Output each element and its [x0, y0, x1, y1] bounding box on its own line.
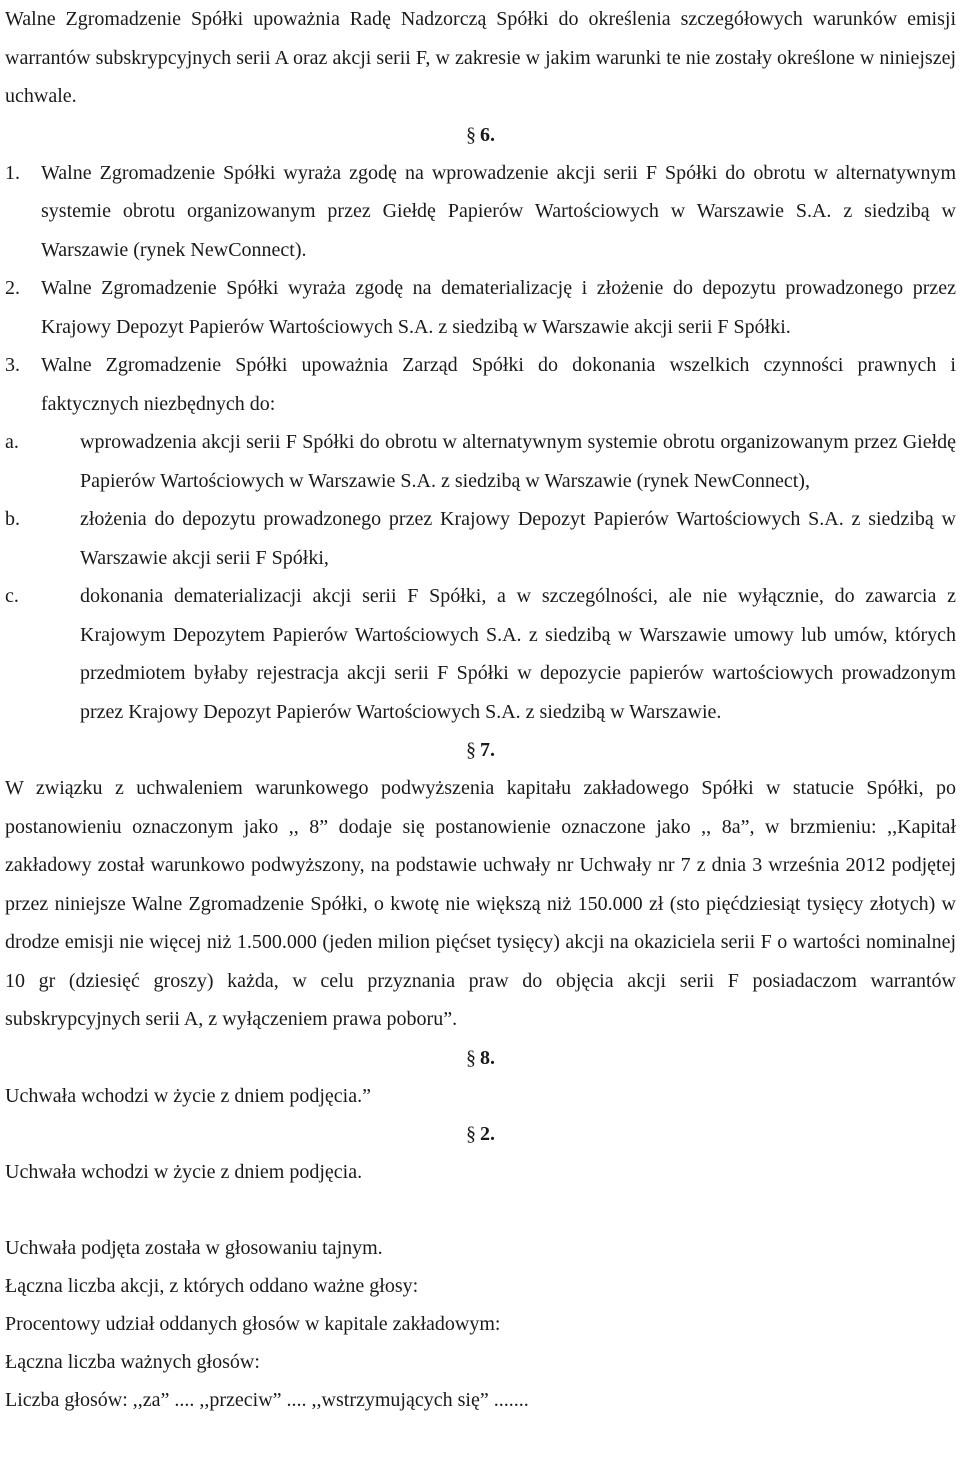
voting-line-3: Procentowy udział oddanych głosów w kapitale zakładowym:: [5, 1312, 501, 1335]
item-number: 1.: [5, 161, 20, 184]
sub-item-letter: b.: [5, 508, 20, 530]
voting-line-2: Łączna liczba akcji, z których oddano ważne głosy:: [5, 1274, 419, 1297]
section-7-heading: [5, 731, 956, 769]
voting-line-1: Uchwała podjęta została w głosowaniu tajnym.: [5, 1236, 383, 1259]
intro-paragraph: Walne Zgromadzenie Spółki upoważnia Radę Nadzorczą Spółki do określenia szczegółowych warunków emisji warrantów subskrypcyjnych serii A oraz akcji serii F, w zakresie w jakim warunki te nie zostały określone w niniejszej uchwale.: [5, 8, 956, 107]
section-number: 8.: [480, 1046, 495, 1069]
list-item: [5, 346, 956, 423]
item-text: Walne Zgromadzenie Spółki wyraża zgodę na wprowadzenie akcji serii F Spółki do obrotu w alternatywnym systemie obrotu organizowanym przez Giełdę Papierów Wartościowych w Warszawie S.A. z siedzibą w Warszawie (rynek NewConnect).: [41, 161, 956, 261]
section-6-heading: [5, 116, 956, 154]
section-7-paragraph: W związku z uchwaleniem warunkowego podwyższenia kapitału zakładowego Spółki w statucie Spółki, po postanowieniu oznaczonym jako ,, 8” dodaje się postanowienie oznaczone jako ,, 8a”, w brzmieniu: ,,Kapitał zakładowy został warunkowo podwyższony, na podstawie uchwały nr Uchwały nr 7 z dnia 3 września 2012 podjętej przez niniejsze Walne Zgromadzenie Spółki, o kwotę nie większą niż 150.000 zł (sto pięćdziesiąt tysięcy złotych) w drodze emisji nie więcej niż 1.500.000 (jeden milion pięćset tysięcy) akcji na okaziciela serii F o wartości nominalnej 10 gr (dziesięć groszy) każda, w celu przyznania praw do objęcia akcji serii F posiadaczom warrantów subskrypcyjnych serii A, z wyłączeniem prawa poboru”.: [5, 777, 956, 1030]
section-sign: §: [466, 123, 476, 146]
voting-line-4: Łączna liczba ważnych głosów:: [5, 1350, 260, 1373]
section-number: 2.: [480, 1122, 495, 1145]
sub-item-text: wprowadzenia akcji serii F Spółki do obrotu w alternatywnym systemie obrotu organizowanym przez Giełdę Papierów Wartościowych w Warszawie S.A. z siedzibą w Warszawie (rynek NewConnect),: [80, 431, 956, 492]
sub-list-item: [5, 423, 956, 500]
sub-item-text: dokonania dematerializacji akcji serii F Spółki, a w szczególności, ale nie wyłącznie, do zawarcia z Krajowym Depozytem Papierów Wartościowych S.A. z siedzibą w Warszawie umowy lub umów, których przedmiotem byłaby rejestracja akcji serii F Spółki w depozycie papierów wartościowych prowadzonym przez Krajowy Depozyt Papierów Wartościowych S.A. z siedzibą w Warszawie.: [80, 585, 956, 723]
sub-item-text: złożenia do depozytu prowadzonego przez Krajowy Depozyt Papierów Wartościowych S.A. z siedzibą w Warszawie akcji serii F Spółki,: [80, 508, 956, 569]
sub-list-item: [5, 577, 956, 731]
item-text: Walne Zgromadzenie Spółki wyraża zgodę na dematerializację i złożenie do depozytu prowadzonego przez Krajowy Depozyt Papierów Wartościowych S.A. z siedzibą w Warszawie akcji serii F Spółki.: [41, 277, 956, 338]
section-2-heading: [5, 1115, 956, 1153]
spacer: [5, 1191, 956, 1229]
section-sign: §: [466, 739, 476, 761]
list-item: [5, 269, 956, 346]
sub-item-letter: c.: [5, 585, 19, 607]
section-number: 6.: [480, 123, 495, 146]
document-page: [5, 0, 956, 1419]
item-text: Walne Zgromadzenie Spółki upoważnia Zarząd Spółki do dokonania wszelkich czynności prawnych i faktycznych niezbędnych do:: [41, 354, 956, 415]
section-number: 7.: [480, 739, 495, 761]
section-8-heading: [5, 1039, 956, 1077]
section-sign: §: [466, 1046, 476, 1069]
sub-list-item: [5, 500, 956, 577]
section-sign: §: [466, 1122, 476, 1145]
section-8-text: Uchwała wchodzi w życie z dniem podjęcia.”: [5, 1084, 371, 1107]
section-2-text: Uchwała wchodzi w życie z dniem podjęcia.: [5, 1160, 363, 1183]
item-number: 2.: [5, 277, 20, 299]
voting-line-5: Liczba głosów: ,,za” .... ,,przeciw” .... ,,wstrzymujących się” .......: [5, 1388, 529, 1411]
list-item: [5, 154, 956, 270]
item-number: 3.: [5, 354, 20, 376]
sub-item-letter: a.: [5, 431, 19, 453]
